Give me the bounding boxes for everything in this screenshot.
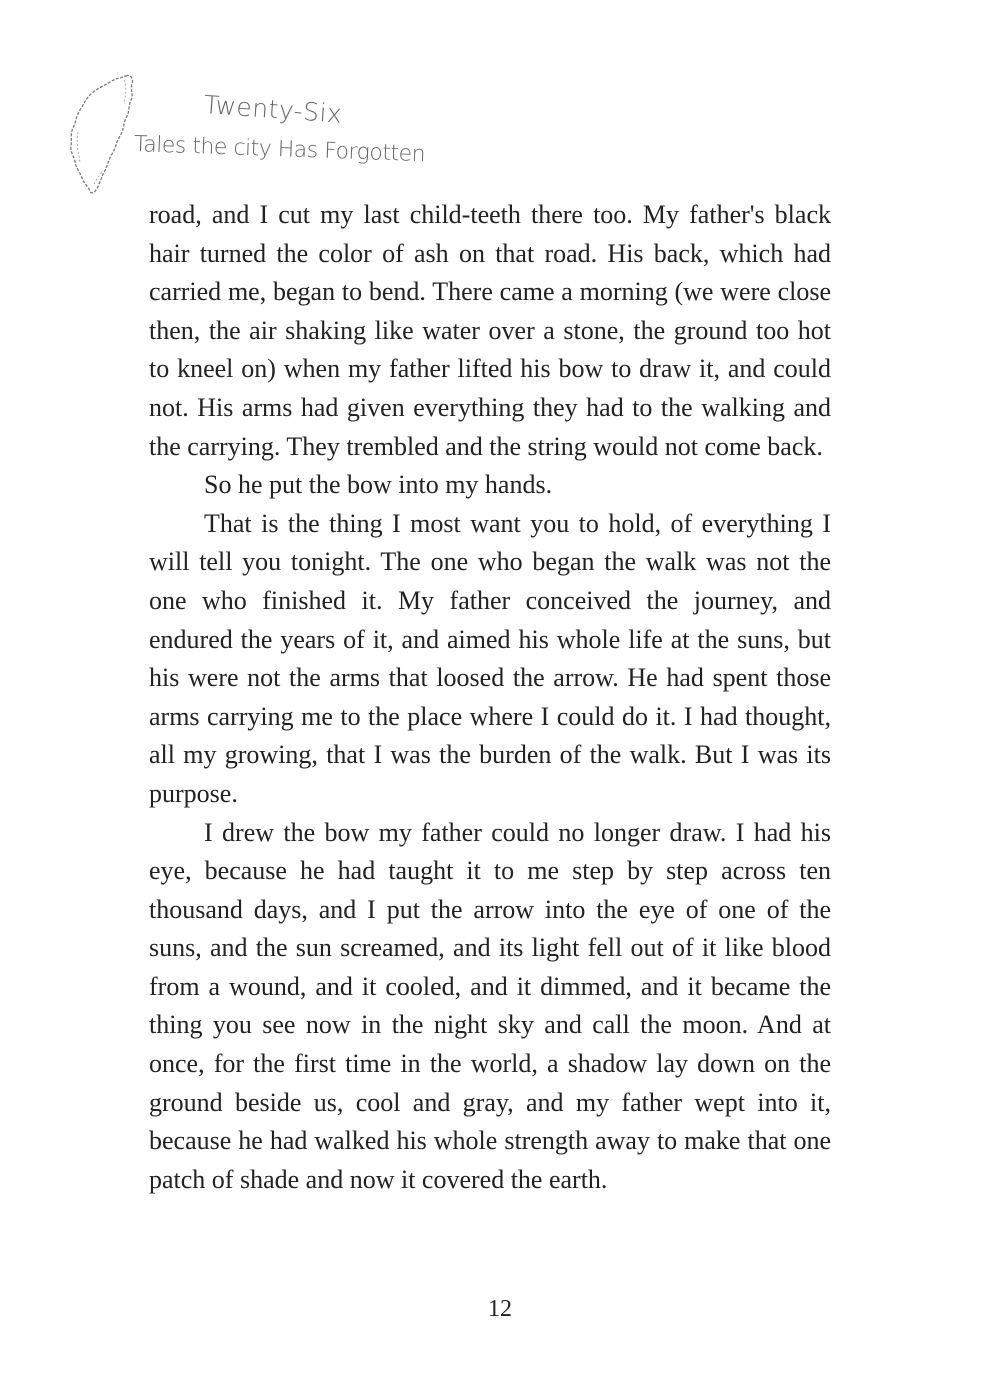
- running-header: [64, 72, 424, 202]
- body-text: [149, 196, 831, 1199]
- taiwan-island-outline-icon: [64, 72, 144, 197]
- page-number: 12: [488, 1296, 512, 1322]
- paragraph: road, and I cut my last child-teeth there too. My father's black hair turned the color of ash on that road. His back, which had carried me, began to bend. There came a morning (we were close then, the air shaking like water over a stone, the ground too hot to kneel on) when my father lifted his bow to draw it, and could not. His arms had given everything they had to the walking and the carrying. They trembled and the string would not come back.: [149, 200, 831, 461]
- paragraph: That is the thing I most want you to hold, of everything I will tell you tonight. The one who began the walk was not the one who finished it. My father conceived the journey, and endured the years of it, and aimed his whole life at the suns, but his were not the arms that loosed the arrow. He had spent those arms carrying me to the place where I could do it. I had thought, all my growing, that I was the burden of the walk. But I was its purpose.: [149, 508, 831, 808]
- paragraph: So he put the bow into my hands.: [204, 470, 553, 500]
- book-title-line-2: Tales the city Has Forgotten: [133, 132, 426, 168]
- paragraph: I drew the bow my father could no longer draw. I had his eye, because he had taught it to me step by step across ten thousand days, and I put the arrow into the eye of one of the suns, and the sun screamed, and its light fell out of it like blood from a wound, and it cooled, and it dimmed, and it became the thing you see now in the night sky and call the moon. And at once, for the first time in the world, a shadow lay down on the ground beside us, cool and gray, and my father wept into it, because he had walked his whole strength away to make that one patch of shade and now it covered the earth.: [149, 817, 831, 1194]
- book-title-line-1: Twenty-Six: [202, 90, 344, 129]
